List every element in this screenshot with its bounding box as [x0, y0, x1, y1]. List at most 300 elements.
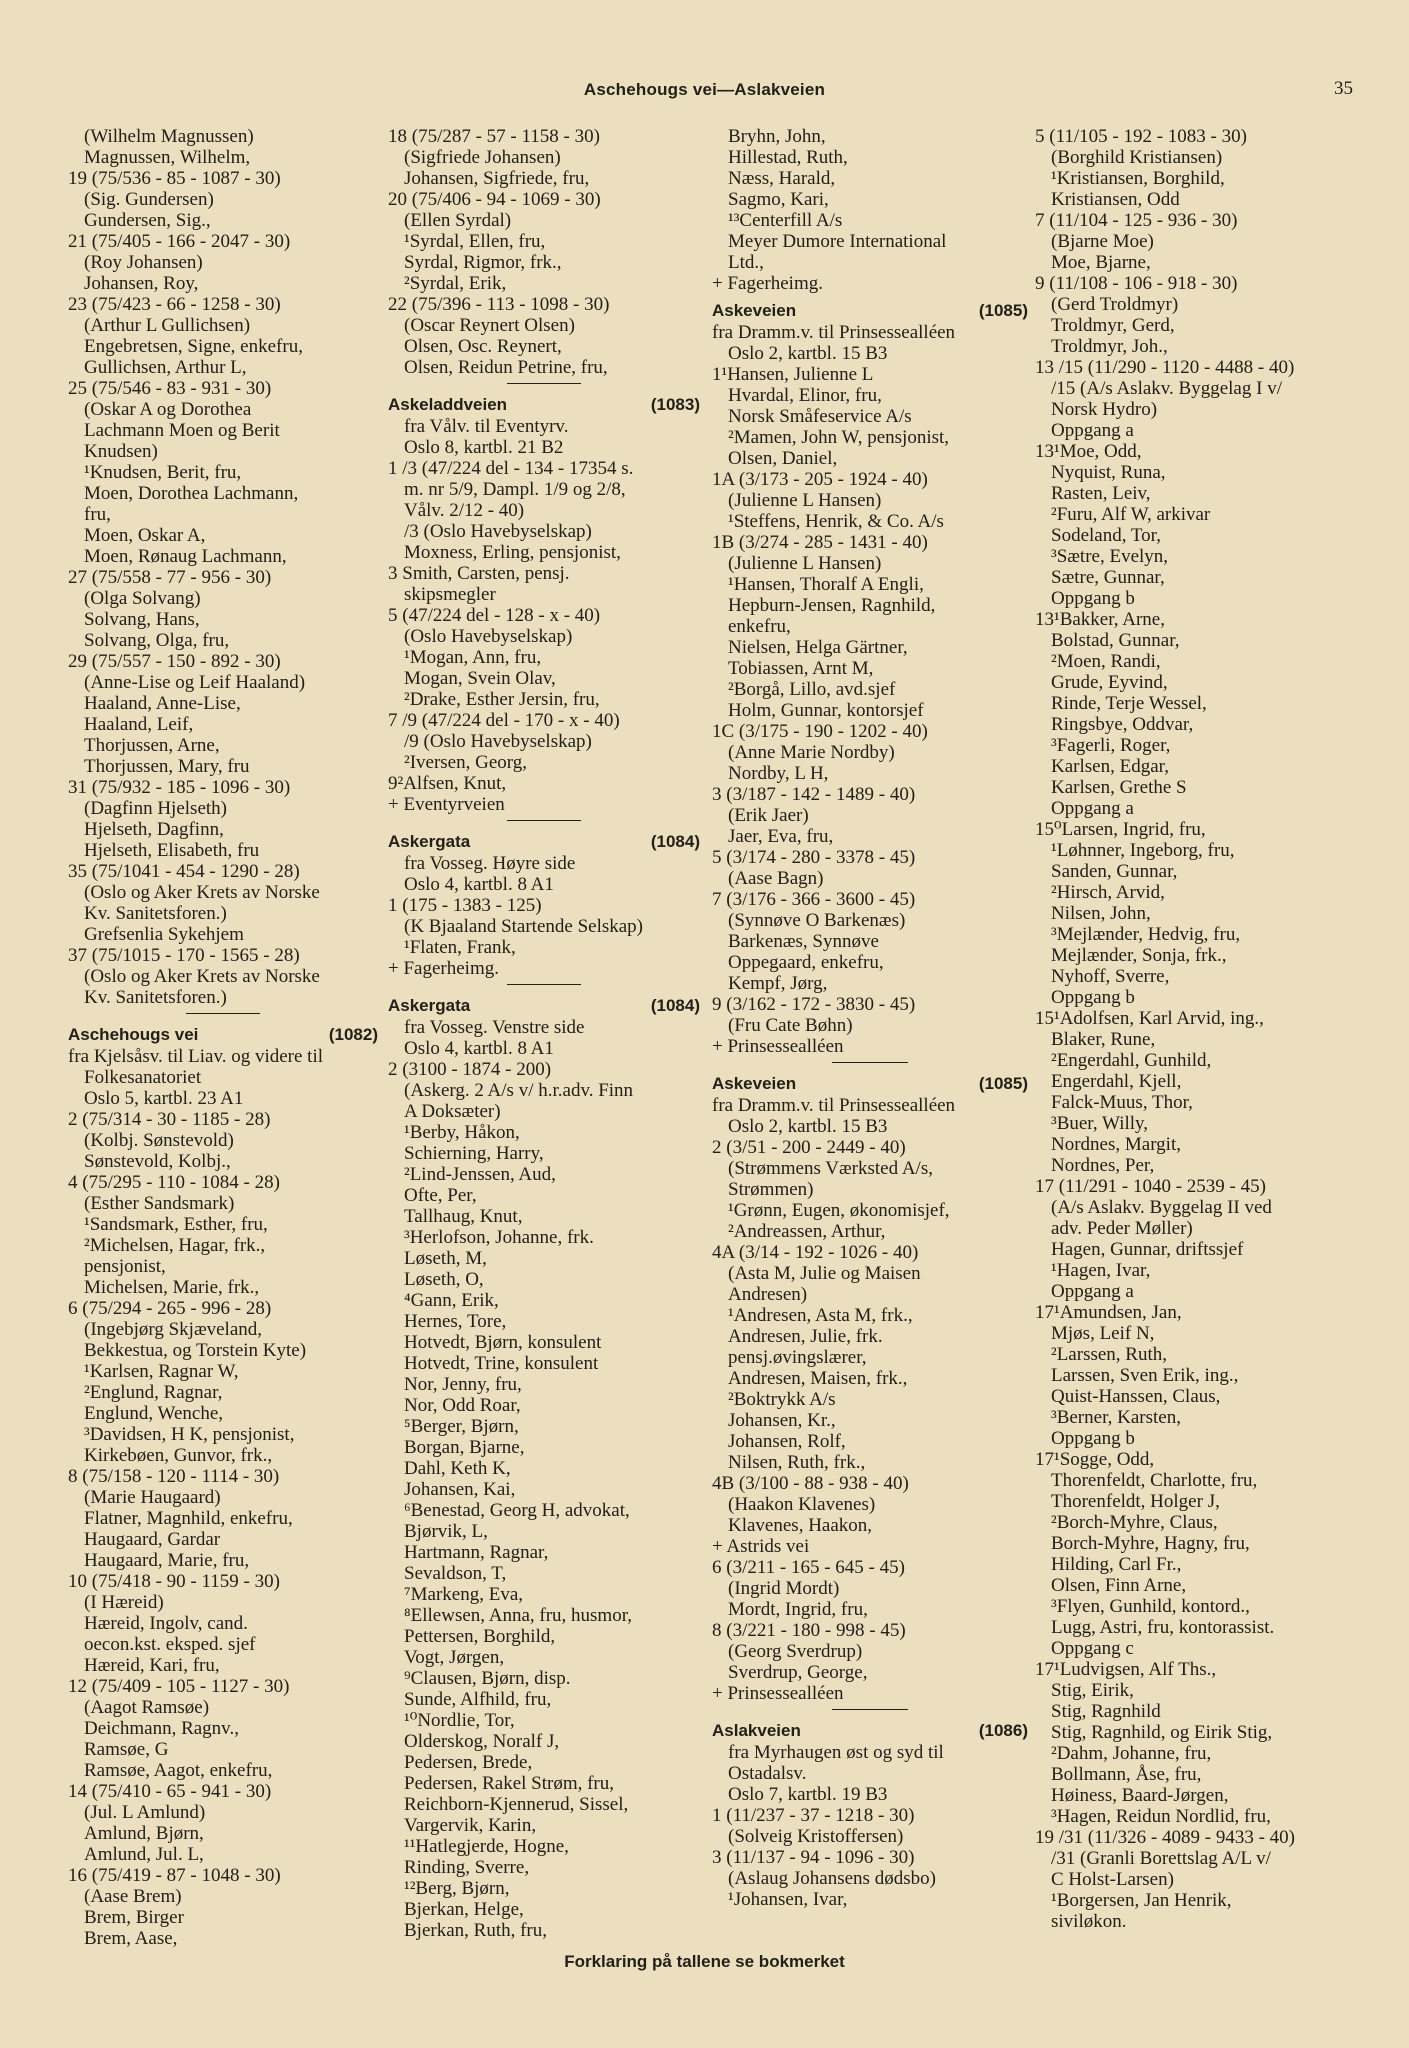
directory-line: Norsk Hydro): [1051, 399, 1158, 420]
directory-line: 6 (75/294 - 265 - 996 - 28): [68, 1298, 272, 1319]
directory-line: /9 (Oslo Havebyselskap): [404, 731, 592, 752]
directory-line: Haugaard, Marie, fru,: [84, 1550, 250, 1571]
directory-line: Oppgang a: [1051, 420, 1134, 441]
directory-line: Oslo 4, kartbl. 8 A1: [404, 874, 554, 895]
directory-line: ²Englund, Ragnar,: [84, 1382, 223, 1403]
directory-line: 9 (11/108 - 106 - 918 - 30): [1035, 273, 1238, 294]
directory-line: Johansen, Kr.,: [728, 1410, 836, 1431]
directory-line: ⁶Benestad, Georg H, advokat,: [404, 1500, 630, 1521]
street-name: Askeveien: [712, 1074, 797, 1093]
directory-line: Engebretsen, Signe, enkefru,: [84, 336, 303, 357]
directory-line: 13¹Bakker, Arne,: [1035, 609, 1165, 630]
directory-line: (Georg Sverdrup): [728, 1641, 863, 1662]
street-code: (1083): [650, 395, 700, 414]
street-heading: [712, 1073, 1028, 1095]
directory-line: Moxness, Erling, pensjonist,: [404, 542, 621, 563]
directory-line: 25 (75/546 - 83 - 931 - 30): [68, 378, 272, 399]
directory-line: 7 (3/176 - 366 - 3600 - 45): [712, 889, 916, 910]
directory-line: ¹Kristiansen, Borghild,: [1051, 168, 1225, 189]
street-code: (1084): [650, 832, 700, 851]
directory-line: pensj.øvingslærer,: [728, 1347, 867, 1368]
directory-line: Thorjussen, Mary, fru: [84, 756, 250, 777]
directory-line: Næss, Harald,: [728, 168, 836, 189]
directory-line: ³Berner, Karsten,: [1051, 1407, 1181, 1428]
directory-line: oecon.kst. eksped. sjef: [84, 1634, 256, 1655]
directory-line: Oslo 4, kartbl. 8 A1: [404, 1038, 554, 1059]
page-header: [0, 80, 1409, 104]
directory-line: Barkenæs, Synnøve: [728, 931, 879, 952]
directory-line: ¹Løhnner, Ingeborg, fru,: [1051, 840, 1235, 861]
street-name: Askergata: [388, 996, 471, 1015]
directory-line: 13 /15 (11/290 - 1120 - 4488 - 40): [1035, 357, 1295, 378]
directory-line: 4 (75/295 - 110 - 1084 - 28): [68, 1172, 280, 1193]
directory-line: Hepburn-Jensen, Ragnhild,: [728, 595, 936, 616]
directory-line: ¹Knudsen, Berit, fru,: [84, 462, 242, 483]
directory-line: (Askerg. 2 A/s v/ h.r.adv. Finn: [404, 1080, 634, 1101]
directory-line: Tallhaug, Knut,: [404, 1206, 523, 1227]
directory-line: 13¹Moe, Odd,: [1035, 441, 1142, 462]
directory-line: 5 (47/224 del - 128 - x - 40): [388, 605, 601, 626]
directory-line: Haaland, Leif,: [84, 714, 194, 735]
directory-line: + Fagerheimg.: [388, 958, 499, 979]
directory-line: Engerdahl, Kjell,: [1051, 1071, 1182, 1092]
directory-line: Karlsen, Edgar,: [1051, 756, 1169, 777]
directory-line: Mordt, Ingrid, fru,: [728, 1599, 868, 1620]
directory-line: 19 (75/536 - 85 - 1087 - 30): [68, 168, 281, 189]
directory-line: Olsen, Daniel,: [728, 448, 838, 469]
street-name: Askergata: [388, 832, 471, 851]
street-heading: [388, 995, 700, 1017]
directory-line: C Holst-Larsen): [1051, 1869, 1174, 1890]
directory-line: Schierning, Harry,: [404, 1143, 544, 1164]
directory-line: /15 (A/s Aslakv. Byggelag I v/: [1051, 378, 1282, 399]
directory-line: Magnussen, Wilhelm,: [84, 147, 251, 168]
directory-line: Nilsen, Ruth, frk.,: [728, 1452, 866, 1473]
directory-line: ¹¹Hatlegjerde, Hogne,: [404, 1836, 569, 1857]
directory-line: Rinde, Terje Wessel,: [1051, 693, 1207, 714]
directory-line: (Solveig Kristoffersen): [728, 1826, 904, 1847]
directory-line: ³Flyen, Gunhild, kontord.,: [1051, 1596, 1250, 1617]
directory-line: (Ingrid Mordt): [728, 1578, 840, 1599]
directory-line: Hvardal, Elinor, fru,: [728, 385, 882, 406]
directory-line: Nordnes, Per,: [1051, 1155, 1155, 1176]
directory-line: Sanden, Gunnar,: [1051, 861, 1178, 882]
directory-line: (Borghild Kristiansen): [1051, 147, 1223, 168]
directory-line: Oslo 2, kartbl. 15 B3: [728, 343, 888, 364]
directory-line: Grude, Eyvind,: [1051, 672, 1168, 693]
directory-line: Høiness, Baard-Jørgen,: [1051, 1785, 1229, 1806]
directory-line: (Bjarne Moe): [1051, 231, 1154, 252]
directory-line: ³Mejlænder, Hedvig, fru,: [1051, 924, 1241, 945]
street-heading: [388, 394, 700, 416]
directory-line: ¹Karlsen, Ragnar W,: [84, 1361, 239, 1382]
directory-line: Moe, Bjarne,: [1051, 252, 1151, 273]
directory-line: ²Engerdahl, Gunhild,: [1051, 1050, 1212, 1071]
directory-line: Hotvedt, Trine, konsulent: [404, 1353, 599, 1374]
directory-line: Flatner, Magnhild, enkefru,: [84, 1508, 293, 1529]
directory-line: Lugg, Astri, fru, kontorassist.: [1051, 1617, 1275, 1638]
column-1: [68, 126, 378, 1949]
directory-line: Nyhoff, Sverre,: [1051, 966, 1170, 987]
directory-line: Stig, Ragnhild, og Eirik Stig,: [1051, 1722, 1273, 1743]
directory-line: 21 (75/405 - 166 - 2047 - 30): [68, 231, 291, 252]
street-code: (1086): [978, 1721, 1028, 1740]
directory-line: 12 (75/409 - 105 - 1127 - 30): [68, 1676, 290, 1697]
directory-line: Olsen, Reidun Petrine, fru,: [404, 357, 608, 378]
directory-line: (Kolbj. Sønstevold): [84, 1130, 234, 1151]
directory-line: Andresen): [728, 1284, 808, 1305]
directory-line: 4B (3/100 - 88 - 938 - 40): [712, 1473, 909, 1494]
column-3: [712, 126, 1028, 1926]
directory-line: ³Fagerli, Roger,: [1051, 735, 1171, 756]
directory-line: Hartmann, Ragnar,: [404, 1542, 549, 1563]
directory-line: Sodeland, Tor,: [1051, 525, 1161, 546]
directory-line: + Astrids vei: [712, 1536, 810, 1557]
directory-line: 4A (3/14 - 192 - 1026 - 40): [712, 1242, 919, 1263]
street-code: (1084): [650, 996, 700, 1015]
directory-line: Kirkebøen, Gunvor, frk.,: [84, 1445, 273, 1466]
directory-line: (Roy Johansen): [84, 252, 203, 273]
directory-line: Ltd.,: [728, 252, 764, 273]
directory-line: ⁴Gann, Erik,: [404, 1290, 499, 1311]
directory-line: 1 (11/237 - 37 - 1218 - 30): [712, 1805, 915, 1826]
directory-line: Oppgang c: [1051, 1638, 1134, 1659]
directory-line: 2 (75/314 - 30 - 1185 - 28): [68, 1109, 271, 1130]
directory-line: Mjøs, Leif N,: [1051, 1323, 1155, 1344]
directory-line: (Anne-Lise og Leif Haaland): [84, 672, 306, 693]
directory-line: ¹Andresen, Asta M, frk.,: [728, 1305, 913, 1326]
directory-line: ²Syrdal, Erik,: [404, 273, 507, 294]
directory-line: Kristiansen, Odd: [1051, 189, 1180, 210]
directory-line: Borgan, Bjarne,: [404, 1437, 525, 1458]
directory-line: Troldmyr, Joh.,: [1051, 336, 1168, 357]
directory-line: Knudsen): [84, 441, 158, 462]
directory-line: ¹Sandsmark, Esther, fru,: [84, 1214, 268, 1235]
directory-line: Johansen, Kai,: [404, 1479, 516, 1500]
directory-line: Borch-Myhre, Hagny, fru,: [1051, 1533, 1250, 1554]
directory-line: (Oslo og Aker Krets av Norske: [84, 882, 320, 903]
directory-line: Brem, Birger: [84, 1907, 184, 1928]
directory-line: ³Buer, Willy,: [1051, 1113, 1149, 1134]
directory-line: ¹Berby, Håkon,: [404, 1122, 520, 1143]
directory-line: 1 (175 - 1383 - 125): [388, 895, 542, 916]
directory-line: fra Vålv. til Eventyrv.: [404, 416, 569, 437]
directory-line: (Asta M, Julie og Maisen: [728, 1263, 921, 1284]
directory-line: Nyquist, Runa,: [1051, 462, 1166, 483]
directory-line: ¹Syrdal, Ellen, fru,: [404, 231, 546, 252]
directory-line: 7 /9 (47/224 del - 170 - x - 40): [388, 710, 620, 731]
directory-line: ⁵Berger, Bjørn,: [404, 1416, 519, 1437]
directory-line: 1¹Hansen, Julienne L: [712, 364, 874, 385]
directory-line: 10 (75/418 - 90 - 1159 - 30): [68, 1571, 280, 1592]
directory-line: 31 (75/932 - 185 - 1096 - 30): [68, 777, 291, 798]
directory-line: Ringsbye, Oddvar,: [1051, 714, 1194, 735]
directory-line: Oppgang b: [1051, 1428, 1135, 1449]
directory-line: ¹Hagen, Ivar,: [1051, 1260, 1151, 1281]
directory-line: (Ellen Syrdal): [404, 210, 512, 231]
directory-line: Hillestad, Ruth,: [728, 147, 848, 168]
directory-line: 9 (3/162 - 172 - 3830 - 45): [712, 994, 916, 1015]
directory-line: Larssen, Sven Erik, ing.,: [1051, 1365, 1239, 1386]
directory-line: Meyer Dumore International: [728, 231, 947, 252]
street-heading: [712, 300, 1028, 322]
directory-line: + Prinsessealléen: [712, 1036, 844, 1057]
directory-line: Pedersen, Rakel Strøm, fru,: [404, 1773, 615, 1794]
running-title: Aschehougs vei—Aslakveien: [583, 80, 826, 99]
directory-line: (Oskar A og Dorothea: [84, 399, 252, 420]
street-heading: [388, 831, 700, 853]
directory-line: Sverdrup, George,: [728, 1662, 868, 1683]
directory-line: Kempf, Jørg,: [728, 973, 828, 994]
directory-line: ³Davidsen, H K, pensjonist,: [84, 1424, 295, 1445]
directory-line: Grefsenlia Sykehjem: [84, 924, 244, 945]
directory-line: 17¹Amundsen, Jan,: [1035, 1302, 1182, 1323]
directory-line: Holm, Gunnar, kontorsjef: [728, 700, 924, 721]
directory-line: (Julienne L Hansen): [728, 490, 882, 511]
directory-line: ²Larssen, Ruth,: [1051, 1344, 1167, 1365]
directory-line: 37 (75/1015 - 170 - 1565 - 28): [68, 945, 300, 966]
directory-line: 5 (3/174 - 280 - 3378 - 45): [712, 847, 916, 868]
directory-line: ²Boktrykk A/s: [728, 1389, 836, 1410]
directory-line: A Doksæter): [404, 1101, 501, 1122]
directory-line: ²Drake, Esther Jersin, fru,: [404, 689, 600, 710]
directory-line: (Gerd Troldmyr): [1051, 294, 1179, 315]
directory-line: Løseth, O,: [404, 1269, 484, 1290]
directory-line: Michelsen, Marie, frk.,: [84, 1277, 260, 1298]
directory-line: fru,: [84, 504, 111, 525]
directory-line: Troldmyr, Gerd,: [1051, 315, 1175, 336]
directory-line: (Haakon Klavenes): [728, 1494, 876, 1515]
directory-line: (Aase Bagn): [728, 868, 824, 889]
directory-line: Syrdal, Rigmor, frk.,: [404, 252, 562, 273]
directory-line: Brem, Aase,: [84, 1928, 178, 1949]
directory-line: 17¹Ludvigsen, Alf Ths.,: [1035, 1659, 1217, 1680]
directory-line: Ramsøe, G: [84, 1739, 169, 1760]
directory-line: Sevaldson, T,: [404, 1563, 507, 1584]
directory-line: (Marie Haugaard): [84, 1487, 221, 1508]
directory-line: (Julienne L Hansen): [728, 553, 882, 574]
directory-line: (Anne Marie Nordby): [728, 742, 895, 763]
directory-line: ²Michelsen, Hagar, frk.,: [84, 1235, 266, 1256]
directory-line: Sætre, Gunnar,: [1051, 567, 1165, 588]
directory-line: Vålv. 2/12 - 40): [404, 500, 525, 521]
directory-line: ²Hirsch, Arvid,: [1051, 882, 1165, 903]
directory-line: Nilsen, John,: [1051, 903, 1151, 924]
directory-line: (Oslo og Aker Krets av Norske: [84, 966, 320, 987]
directory-line: Kv. Sanitetsforen.): [84, 903, 227, 924]
directory-line: skipsmegler: [404, 584, 496, 605]
directory-line: Haaland, Anne-Lise,: [84, 693, 241, 714]
directory-line: Solvang, Hans,: [84, 609, 200, 630]
directory-line: 3 (11/137 - 94 - 1096 - 30): [712, 1847, 915, 1868]
directory-line: Sønstevold, Kolbj.,: [84, 1151, 231, 1172]
directory-line: fra Vosseg. Venstre side: [404, 1017, 585, 1038]
directory-line: enkefru,: [728, 616, 791, 637]
directory-line: Oslo 7, kartbl. 19 B3: [728, 1784, 888, 1805]
directory-line: Quist-Hanssen, Claus,: [1051, 1386, 1221, 1407]
directory-line: Folkesanatoriet: [84, 1067, 202, 1088]
directory-line: ²Andreassen, Arthur,: [728, 1221, 886, 1242]
directory-line: 19 /31 (11/326 - 4089 - 9433 - 40): [1035, 1827, 1295, 1848]
directory-line: Mejlænder, Sonja, frk.,: [1051, 945, 1227, 966]
directory-line: ¹³Centerfill A/s: [728, 210, 843, 231]
directory-line: Oslo 5, kartbl. 23 A1: [84, 1088, 244, 1109]
directory-line: Nor, Odd Roar,: [404, 1395, 521, 1416]
directory-line: Oslo 2, kartbl. 15 B3: [728, 1116, 888, 1137]
directory-line: Kv. Sanitetsforen.): [84, 987, 227, 1008]
street-name: Askeladdveien: [388, 395, 508, 414]
directory-line: Nor, Jenny, fru,: [404, 1374, 522, 1395]
directory-line: Amlund, Jul. L,: [84, 1844, 204, 1865]
directory-line: ²Lind-Jenssen, Aud,: [404, 1164, 556, 1185]
section-divider: [712, 1057, 1028, 1067]
page-number: 35: [1334, 78, 1353, 99]
directory-line: Bryhn, John,: [728, 126, 826, 147]
directory-line: Moen, Rønaug Lachmann,: [84, 546, 287, 567]
directory-line: (Jul. L Amlund): [84, 1802, 206, 1823]
directory-line: 29 (75/557 - 150 - 892 - 30): [68, 651, 281, 672]
directory-line: 8 (3/221 - 180 - 998 - 45): [712, 1620, 906, 1641]
directory-line: Oppgang a: [1051, 798, 1134, 819]
directory-line: (Oscar Reynert Olsen): [404, 315, 575, 336]
directory-line: Rasten, Leiv,: [1051, 483, 1151, 504]
directory-line: fra Kjelsåsv. til Liav. og videre til: [68, 1046, 324, 1067]
directory-line: ¹²Berg, Bjørn,: [404, 1878, 510, 1899]
directory-line: Englund, Wenche,: [84, 1403, 224, 1424]
directory-line: Stig, Eirik,: [1051, 1680, 1134, 1701]
directory-line: m. nr 5/9, Dampl. 1/9 og 2/8,: [404, 479, 626, 500]
directory-line: (Ingebjørg Skjæveland,: [84, 1319, 263, 1340]
directory-line: Bjerkan, Ruth, fru,: [404, 1920, 548, 1941]
directory-line: ¹Hansen, Thoralf A Engli,: [728, 574, 924, 595]
directory-line: 15⁰Larsen, Ingrid, fru,: [1035, 819, 1206, 840]
directory-line: 3 Smith, Carsten, pensj.: [388, 563, 570, 584]
directory-line: Vargervik, Karin,: [404, 1815, 537, 1836]
directory-line: 17¹Sogge, Odd,: [1035, 1449, 1155, 1470]
directory-line: fra Myrhaugen øst og syd til: [728, 1742, 944, 1763]
directory-line: Amlund, Bjørn,: [84, 1823, 204, 1844]
directory-line: Hæreid, Ingolv, cand.: [84, 1613, 248, 1634]
directory-line: 23 (75/423 - 66 - 1258 - 30): [68, 294, 281, 315]
directory-line: (Strømmens Værksted A/s,: [728, 1158, 933, 1179]
street-code: (1085): [978, 1074, 1028, 1093]
section-divider: [388, 979, 700, 989]
directory-line: Rinding, Sverre,: [404, 1857, 530, 1878]
directory-line: 27 (75/558 - 77 - 956 - 30): [68, 567, 272, 588]
directory-line: Ofte, Per,: [404, 1185, 477, 1206]
directory-line: (Dagfinn Hjelseth): [84, 798, 227, 819]
directory-line: Vogt, Jørgen,: [404, 1647, 505, 1668]
directory-line: (Synnøve O Barkenæs): [728, 910, 906, 931]
directory-line: 1B (3/274 - 285 - 1431 - 40): [712, 532, 928, 553]
directory-line: ²Dahm, Johanne, fru,: [1051, 1743, 1212, 1764]
section-divider: [712, 1704, 1028, 1714]
directory-line: 35 (75/1041 - 454 - 1290 - 28): [68, 861, 300, 882]
directory-line: (Arthur L Gullichsen): [84, 315, 251, 336]
directory-line: Mogan, Svein Olav,: [404, 668, 556, 689]
directory-line: Karlsen, Grethe S: [1051, 777, 1187, 798]
directory-line: Klavenes, Haakon,: [728, 1515, 873, 1536]
directory-line: fra Dramm.v. til Prinsessealléen: [712, 322, 956, 343]
directory-line: Thorenfeldt, Charlotte, fru,: [1051, 1470, 1258, 1491]
directory-line: ²Borch-Myhre, Claus,: [1051, 1512, 1218, 1533]
directory-line: Falck-Muus, Thor,: [1051, 1092, 1193, 1113]
directory-line: Oppgang b: [1051, 987, 1135, 1008]
directory-line: Jaer, Eva, fru,: [728, 826, 834, 847]
directory-line: Hilding, Carl Fr.,: [1051, 1554, 1182, 1575]
directory-line: ²Moen, Randi,: [1051, 651, 1161, 672]
directory-line: 18 (75/287 - 57 - 1158 - 30): [388, 126, 600, 147]
directory-line: Thorenfeldt, Holger J,: [1051, 1491, 1220, 1512]
directory-line: ³Herlofson, Johanne, frk.: [404, 1227, 594, 1248]
directory-line: ⁹Clausen, Bjørn, disp.: [404, 1668, 571, 1689]
directory-line: + Eventyrveien: [388, 794, 505, 815]
street-code: (1082): [328, 1025, 378, 1044]
directory-line: Andresen, Julie, frk.: [728, 1326, 883, 1347]
directory-line: Haugaard, Gardar: [84, 1529, 221, 1550]
directory-line: ²Borgå, Lillo, avd.sjef: [728, 679, 896, 700]
directory-line: ¹Flaten, Frank,: [404, 937, 516, 958]
street-heading: [68, 1024, 378, 1046]
directory-line: ¹Grønn, Eugen, økonomisjef,: [728, 1200, 950, 1221]
directory-line: Gullichsen, Arthur L,: [84, 357, 247, 378]
directory-line: Moen, Oskar A,: [84, 525, 206, 546]
directory-line: (Fru Cate Bøhn): [728, 1015, 853, 1036]
directory-line: Bjerkan, Helge,: [404, 1899, 524, 1920]
directory-line: Stig, Ragnhild: [1051, 1701, 1161, 1722]
directory-line: Oppgang a: [1051, 1281, 1134, 1302]
directory-line: Pedersen, Brede,: [404, 1752, 533, 1773]
directory-line: 1C (3/175 - 190 - 1202 - 40): [712, 721, 928, 742]
directory-line: ¹⁰Nordlie, Tor,: [404, 1710, 515, 1731]
footer-note: Forklaring på tallene se bokmerket: [564, 1952, 845, 1971]
directory-line: 14 (75/410 - 65 - 941 - 30): [68, 1781, 272, 1802]
directory-line: Thorjussen, Arne,: [84, 735, 220, 756]
directory-line: (Sigfriede Johansen): [404, 147, 561, 168]
directory-line: Løseth, M,: [404, 1248, 487, 1269]
directory-line: ¹Mogan, Ann, fru,: [404, 647, 542, 668]
directory-line: ²Iversen, Georg,: [404, 752, 527, 773]
directory-line: ²Mamen, John W, pensjonist,: [728, 427, 950, 448]
street-code: (1085): [978, 301, 1028, 320]
directory-line: siviløkon.: [1051, 1911, 1127, 1932]
directory-line: + Prinsessealléen: [712, 1683, 844, 1704]
directory-line: Strømmen): [728, 1179, 814, 1200]
directory-line: Johansen, Roy,: [84, 273, 199, 294]
directory-line: + Fagerheimg.: [712, 273, 823, 294]
directory-line: 20 (75/406 - 94 - 1069 - 30): [388, 189, 601, 210]
directory-line: 6 (3/211 - 165 - 645 - 45): [712, 1557, 905, 1578]
directory-line: Hæreid, Kari, fru,: [84, 1655, 220, 1676]
directory-line: 7 (11/104 - 125 - 936 - 30): [1035, 210, 1238, 231]
directory-line: Oppgang b: [1051, 588, 1135, 609]
directory-line: (I Hæreid): [84, 1592, 164, 1613]
directory-line: /3 (Oslo Havebyselskap): [404, 521, 592, 542]
directory-line: (Esther Sandsmark): [84, 1193, 235, 1214]
directory-line: (K Bjaaland Startende Selskap): [404, 916, 644, 937]
directory-line: Olderskog, Noralf J,: [404, 1731, 560, 1752]
directory-line: (Aase Brem): [84, 1886, 182, 1907]
directory-line: Nordby, L H,: [728, 763, 829, 784]
directory-line: 2 (3/51 - 200 - 2449 - 40): [712, 1137, 906, 1158]
directory-line: 15¹Adolfsen, Karl Arvid, ing.,: [1035, 1008, 1264, 1029]
directory-line: Andresen, Maisen, frk.,: [728, 1368, 908, 1389]
directory-line: Bekkestua, og Torstein Kyte): [84, 1340, 307, 1361]
directory-line: (Aslaug Johansens dødsbo): [728, 1868, 936, 1889]
directory-line: Olsen, Osc. Reynert,: [404, 336, 562, 357]
directory-line: Sunde, Alfhild, fru,: [404, 1689, 552, 1710]
directory-line: 8 (75/158 - 120 - 1114 - 30): [68, 1466, 280, 1487]
